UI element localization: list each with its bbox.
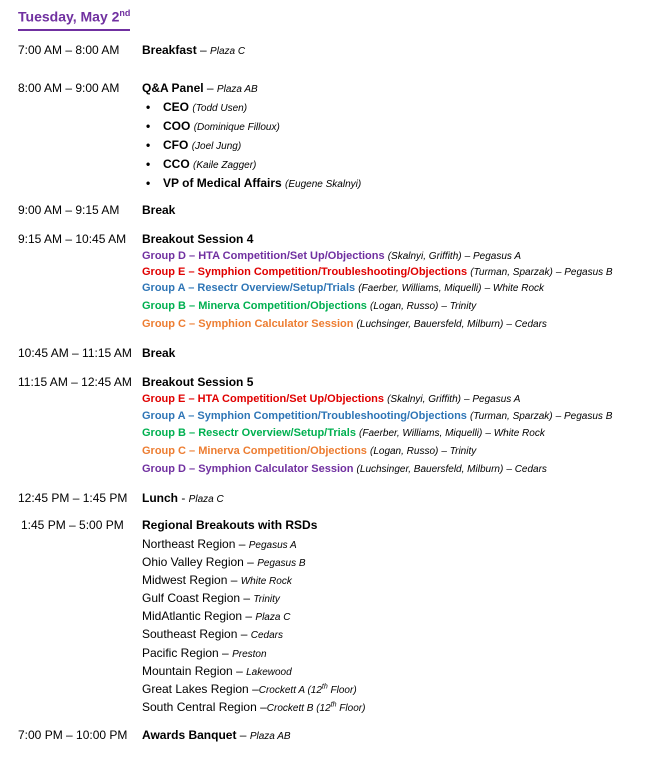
panel-member: • VP of Medical Affairs (Eugene Skalnyi) — [146, 176, 362, 190]
region-row: Pacific Region – Preston — [142, 646, 267, 660]
session4-group: Group A – Resectr Overview/Setup/Trials (Faerber, Williams, Miquelli) – White Rock — [142, 282, 545, 294]
title-lunch: Lunch - Plaza C — [142, 491, 224, 505]
title-break-1: Break — [142, 203, 176, 217]
time-break-2: 10:45 AM – 11:15 AM — [18, 346, 132, 360]
title-session-5: Breakout Session 5 — [142, 375, 254, 389]
region-row: South Central Region –Crockett B (12th Floor) — [142, 700, 366, 714]
panel-member: • CEO (Todd Usen) — [146, 100, 248, 114]
region-row: Southeast Region – Cedars — [142, 627, 283, 641]
time-break-1: 9:00 AM – 9:15 AM — [18, 203, 120, 217]
time-lunch: 12:45 PM – 1:45 PM — [18, 491, 128, 505]
region-row: Midwest Region – White Rock — [142, 573, 292, 587]
heading-text: Tuesday, May 2 — [18, 8, 120, 25]
title-qa-panel: Q&A Panel – Plaza AB — [142, 81, 258, 95]
session4-group: Group C – Symphion Calculator Session (Luchsinger, Bauersfeld, Milburn) – Cedars — [142, 318, 547, 330]
region-row: Gulf Coast Region – Trinity — [142, 591, 280, 605]
title-regional: Regional Breakouts with RSDs — [142, 518, 318, 532]
heading-suffix: nd — [119, 8, 131, 18]
panel-member: • COO (Dominique Filloux) — [146, 119, 280, 133]
session5-group: Group E – HTA Competition/Set Up/Objections (Skalnyi, Griffith) – Pegasus A — [142, 393, 521, 405]
time-regional: 1:45 PM – 5:00 PM — [21, 518, 124, 532]
region-row: Great Lakes Region –Crockett A (12th Floor) — [142, 682, 357, 696]
title-session-4: Breakout Session 4 — [142, 232, 254, 246]
title-banquet: Awards Banquet – Plaza AB — [142, 728, 291, 742]
session4-group: Group E – Symphion Competition/Troubleshooting/Objections (Turman, Sparzak) – Pegasus B — [142, 266, 613, 278]
region-row: Northeast Region – Pegasus A — [142, 537, 297, 551]
session4-group: Group B – Minerva Competition/Objections (Logan, Russo) – Trinity — [142, 300, 477, 312]
panel-member: • CFO (Joel Jung) — [146, 138, 242, 152]
session5-group: Group B – Resectr Overview/Setup/Trials (Faerber, Williams, Miquelli) – White Rock — [142, 427, 545, 439]
time-breakfast: 7:00 AM – 8:00 AM — [18, 43, 120, 57]
time-banquet: 7:00 PM – 10:00 PM — [18, 728, 128, 742]
title-breakfast: Breakfast – Plaza C — [142, 43, 246, 57]
time-session-4: 9:15 AM – 10:45 AM — [18, 232, 127, 246]
panel-member: • CCO (Kaile Zagger) — [146, 157, 257, 171]
page-heading — [18, 8, 130, 31]
title-break-2: Break — [142, 346, 176, 360]
region-row: Ohio Valley Region – Pegasus B — [142, 555, 306, 569]
session5-group: Group D – Symphion Calculator Session (Luchsinger, Bauersfeld, Milburn) – Cedars — [142, 463, 547, 475]
region-row: MidAtlantic Region – Plaza C — [142, 609, 291, 623]
region-row: Mountain Region – Lakewood — [142, 664, 292, 678]
time-qa-panel: 8:00 AM – 9:00 AM — [18, 81, 120, 95]
session4-group: Group D – HTA Competition/Set Up/Objections (Skalnyi, Griffith) – Pegasus A — [142, 250, 521, 262]
session5-group: Group C – Minerva Competition/Objections (Logan, Russo) – Trinity — [142, 445, 477, 457]
time-session-5: 11:15 AM – 12:45 AM — [18, 375, 132, 389]
session5-group: Group A – Symphion Competition/Troubleshooting/Objections (Turman, Sparzak) – Pegasus B — [142, 410, 613, 422]
